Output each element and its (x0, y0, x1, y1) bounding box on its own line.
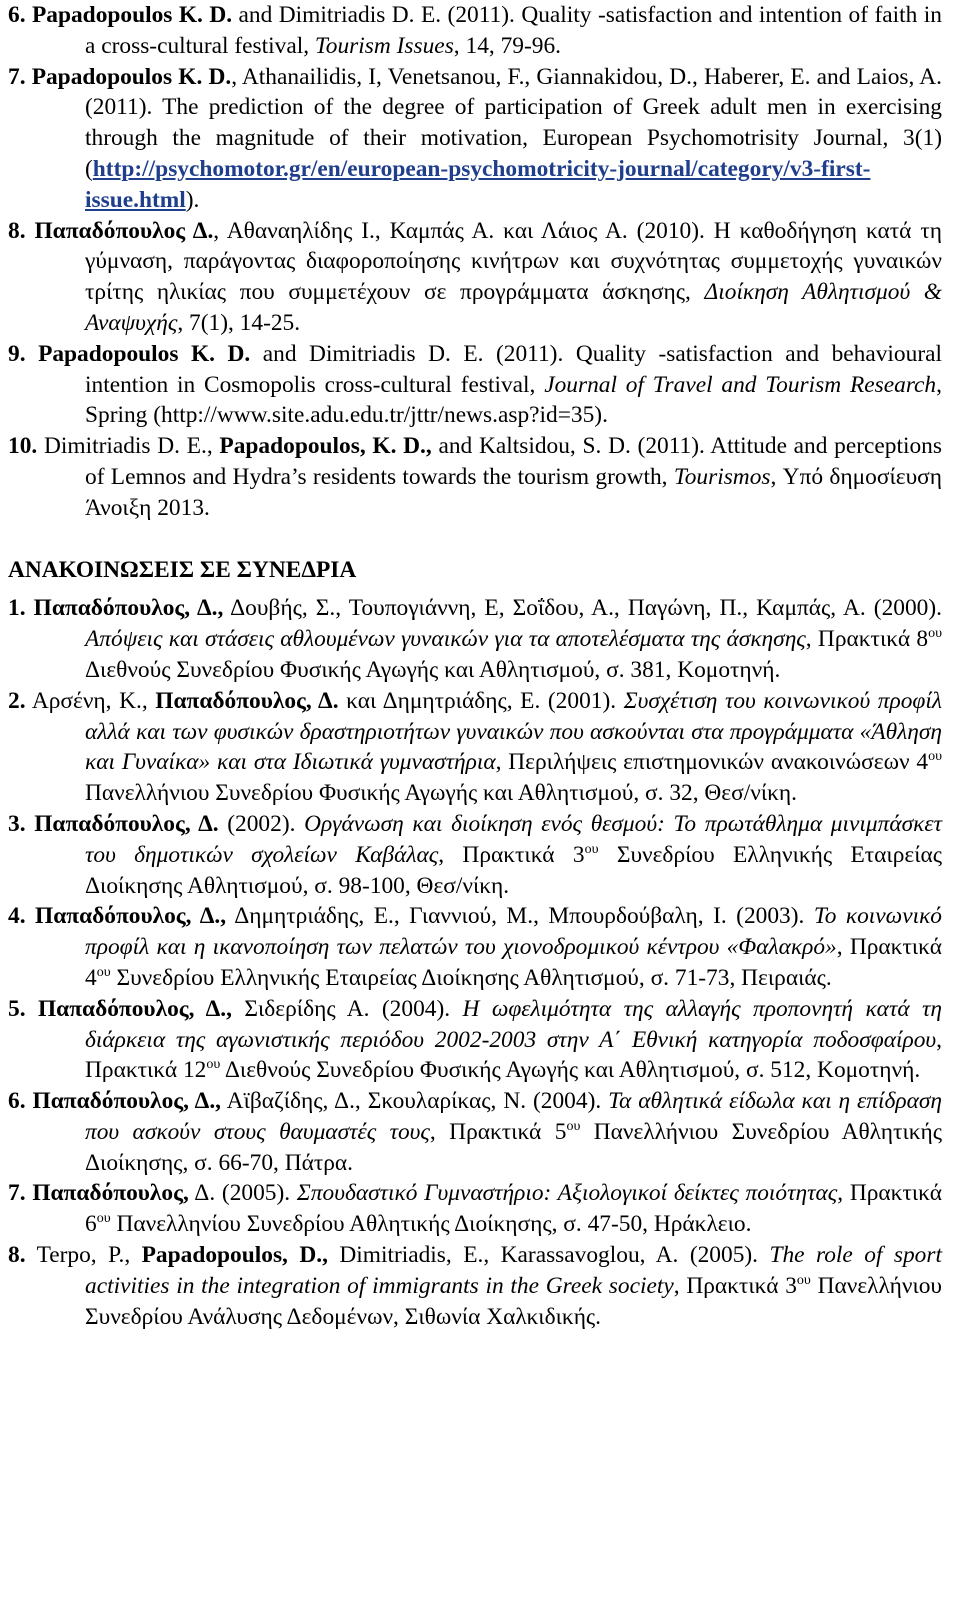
ordinal-superscript: ου (584, 841, 599, 857)
reference-text: , Athanailidis, I, Venetsanou, F., Giannakidou, D., Haberer, E. and Laios, A. (2011). The prediction of the degree of participation of Greek adult men in exercising through the magnitude of their motivation, European Psychomotrisity Journal, 3(1) ( (85, 63, 942, 182)
reference-text: Δ. (2005). (188, 1180, 297, 1207)
author-highlight: Παπαδόπουλος, Δ., (35, 903, 227, 930)
author-highlight: Papadopoulos K. D. (31, 63, 232, 90)
ordinal-superscript: ου (566, 1118, 581, 1134)
publication-title: Journal of Travel and Tourism Research (544, 371, 937, 398)
reference-text: , Πρακτικά 3 (438, 841, 585, 868)
reference-text: Πανελλήνιου Συνεδρίου Φυσικής Αγωγής και Αθλητισμού, σ. 32, Θεσ/νίκη. (85, 780, 797, 807)
publication-entry (8, 62, 942, 216)
section-heading-conference-announcements: ΑΝΑΚΟΙΝΩΣΕΙΣ ΣΕ ΣΥΝΕΔΡΙΑ (8, 556, 357, 583)
reference-number: 9. (8, 340, 26, 367)
publication-title: Η ωφελιμότητα της αλλαγής προπονητή κατά τη διάρκεια της αγωνιστικής περιόδου 2002-2003 στην Α΄ Εθνική κατηγορία ποδοσφαίρου (85, 995, 942, 1053)
publication-title: Tourism Issues (314, 32, 454, 59)
reference-text: , Πρακτικά 3 (673, 1272, 797, 1299)
reference-text: , Πρακτικά 5 (429, 1118, 567, 1145)
reference-text: ). (185, 186, 200, 213)
reference-text: Αρσένη, Κ., (31, 687, 156, 714)
reference-text: Διεθνούς Συνεδρίου Φυσικής Αγωγής και Αθλητισμού, σ. 512, Κομοτηνή. (220, 1057, 921, 1084)
reference-text: και Δημητριάδης, Ε. (2001). (338, 687, 624, 714)
author-highlight: Papadopoulos K. D. (38, 340, 251, 367)
reference-text: Dimitriadis, E., Karassavoglou, A. (2005). (327, 1242, 770, 1269)
conference-entry (8, 994, 942, 1086)
conference-entry (8, 1240, 942, 1332)
author-highlight: Παπαδόπουλος, Δ. (155, 687, 339, 714)
journal-link[interactable]: http://psychomotor.gr/en/european-psychomotricity-journal/category/v3-first-issue.html (85, 155, 871, 213)
reference-text: Πανελληνίου Συνεδρίου Αθλητικής Διοίκησης, σ. 47-50, Ηράκλειο. (110, 1211, 752, 1238)
publication-entry (8, 339, 942, 431)
conference-entry (8, 1178, 942, 1240)
ordinal-superscript: ου (928, 626, 942, 642)
author-highlight: Papadopoulos, D., (141, 1242, 328, 1269)
publication-entry (8, 216, 942, 339)
author-highlight: Παπαδόπουλος, Δ., (33, 595, 224, 622)
reference-text: Δημητριάδης, Ε., Γιαννιού, Μ., Μπουρδούβαλη, Ι. (2003). (226, 903, 814, 930)
ordinal-superscript: ου (928, 749, 943, 765)
author-highlight: Παπαδόπουλος, Δ., (32, 1088, 222, 1115)
reference-number: 5. (8, 995, 26, 1022)
reference-text: and Dimitriadis D. E. (2011). Quality -satisfaction and intention of faith in a cross-cultural festival, (85, 2, 942, 59)
reference-number: 4. (8, 903, 26, 930)
conference-entry (8, 1086, 942, 1178)
reference-number: 10. (8, 433, 38, 460)
publication-title: Τα αθλητικά είδωλα και η επίδραση που ασκούν στους θαυμαστές τους (85, 1088, 943, 1145)
publication-title: Απόψεις και στάσεις αθλουμένων γυναικών για τα αποτελέσματα της άσκησης (85, 626, 806, 653)
reference-text: , Αθαναηλίδης Ι., Καμπάς Α. και Λάιος Α. (2010). Η καθοδήγηση κατά τη γύμναση, παράγοντας διαφοροποίησης κινήτρων και συχνότητας συμμετοχής γυναικών τρίτης ηλικίας που συμμετέχουν σε προγράμματα άσκησης, (85, 217, 942, 306)
reference-number: 1. (8, 595, 26, 622)
reference-text: and Dimitriadis D. E. (2011). Quality -satisfaction and behavioural intention in Cosmopolis cross-cultural festival, (85, 340, 942, 398)
publication-title: Το κοινωνικό προφίλ και η ικανοποίηση των πελατών του χιονοδρομικού κέντρου «Φαλακρό» (85, 903, 943, 961)
reference-text: , Spring (http://www.site.adu.edu.tr/jttr/news.asp?id=35). (85, 371, 942, 429)
publication-entry (8, 431, 942, 523)
reference-text: Αϊβαζίδης, Δ., Σκουλαρίκας, Ν. (2004). (221, 1088, 609, 1115)
reference-text: , Υπό δημοσίευση Άνοιξη 2013. (85, 463, 943, 521)
reference-text: , Πρακτικά 4 (85, 934, 942, 991)
reference-number: 2. (8, 687, 26, 714)
reference-text: (2002). (218, 810, 305, 837)
reference-text: Σιδερίδης Α. (2004). (231, 995, 463, 1022)
reference-text: , Πρακτικά 12 (85, 1026, 942, 1084)
reference-text: , 14, 79-96. (453, 32, 561, 59)
author-highlight: Παπαδόπουλος Δ. (34, 217, 214, 244)
author-highlight: Παπαδόπουλος, (32, 1180, 189, 1207)
reference-number: 6. (8, 1088, 26, 1115)
ordinal-superscript: ου (96, 1211, 111, 1227)
conference-entry (8, 901, 942, 993)
author-highlight: Papadopoulos K. D. (32, 2, 233, 28)
ordinal-superscript: ου (96, 964, 111, 980)
reference-text: Terpo, P., (36, 1242, 142, 1269)
reference-number: 7. (8, 63, 26, 90)
publication-title: Οργάνωση και διοίκηση ενός θεσμού: Το πρωτάθλημα μινιμπάσκετ του δημοτικών σχολείων Καβάλας (85, 810, 942, 868)
publication-title: Σπουδαστικό Γυμναστήριο: Αξιολογικοί δείκτες ποιότητας (296, 1180, 838, 1207)
reference-number: 8. (8, 1242, 26, 1269)
author-highlight: Papadopoulos, K. D., (219, 433, 432, 460)
conference-announcements-list (8, 593, 942, 1332)
publication-title: Tourismos (673, 463, 771, 490)
reference-text: , 7(1), 14-25. (177, 309, 301, 336)
publications-list (8, 0, 942, 524)
reference-number: 6. (8, 2, 26, 28)
reference-text: , Πρακτικά 8 (805, 626, 929, 653)
reference-text: Πανελλήνιου Συνεδρίου Αθλητικής Διοίκησης, σ. 66-70, Πάτρα. (85, 1118, 943, 1176)
reference-text: and Kaltsidou, S. D. (2011). Attitude and perceptions of Lemnos and Hydra’s residents towards the tourism growth, (85, 433, 942, 490)
reference-text: , Περιλήψεις επιστημονικών ανακοινώσεων 4 (495, 749, 929, 776)
publication-entry (8, 0, 942, 62)
reference-text: Διεθνούς Συνεδρίου Φυσικής Αγωγής και Αθλητισμού, σ. 381, Κομοτηνή. (85, 656, 781, 683)
publication-title: The role of sport activities in the integration of immigrants in the Greek society (85, 1242, 942, 1299)
publication-title: Διοίκηση Αθλητισμού & Αναψυχής (85, 279, 942, 336)
reference-text: Συνεδρίου Ελληνικής Εταιρείας Διοίκησης Αθλητισμού, σ. 98-100, Θεσ/νίκη. (85, 841, 942, 899)
reference-text: Πανελλήνιου Συνεδρίου Ανάλυσης Δεδομένων, Σιθωνία Χαλκιδικής. (85, 1272, 943, 1330)
reference-number: 3. (8, 810, 26, 837)
reference-number: 7. (8, 1180, 26, 1207)
author-highlight: Παπαδόπουλος, Δ. (34, 810, 219, 837)
ordinal-superscript: ου (796, 1272, 811, 1288)
reference-number: 8. (8, 217, 26, 244)
ordinal-superscript: ου (206, 1057, 221, 1073)
conference-entry (8, 686, 942, 809)
conference-entry (8, 593, 942, 685)
reference-text: Δουβής, Σ., Τουπογιάννη, Ε, Σοΐδου, Α., Παγώνη, Π., Καμπάς, Α. (2000). (223, 595, 942, 622)
conference-entry (8, 809, 942, 901)
reference-text: Συνεδρίου Ελληνικής Εταιρείας Διοίκησης Αθλητισμού, σ. 71-73, Πειραιάς. (110, 964, 832, 991)
publication-title: Συσχέτιση του κοινωνικού προφίλ αλλά και των φυσικών δραστηριοτήτων γυναικών που ασκούνται στα προγράμματα «Άθληση και Γυναίκα» και στα Ιδιωτικά γυμναστήρια (85, 687, 942, 776)
reference-text: Dimitriadis D. E., (43, 433, 220, 460)
author-highlight: Παπαδόπουλος, Δ., (37, 995, 232, 1022)
reference-text: , Πρακτικά 6 (85, 1180, 942, 1238)
